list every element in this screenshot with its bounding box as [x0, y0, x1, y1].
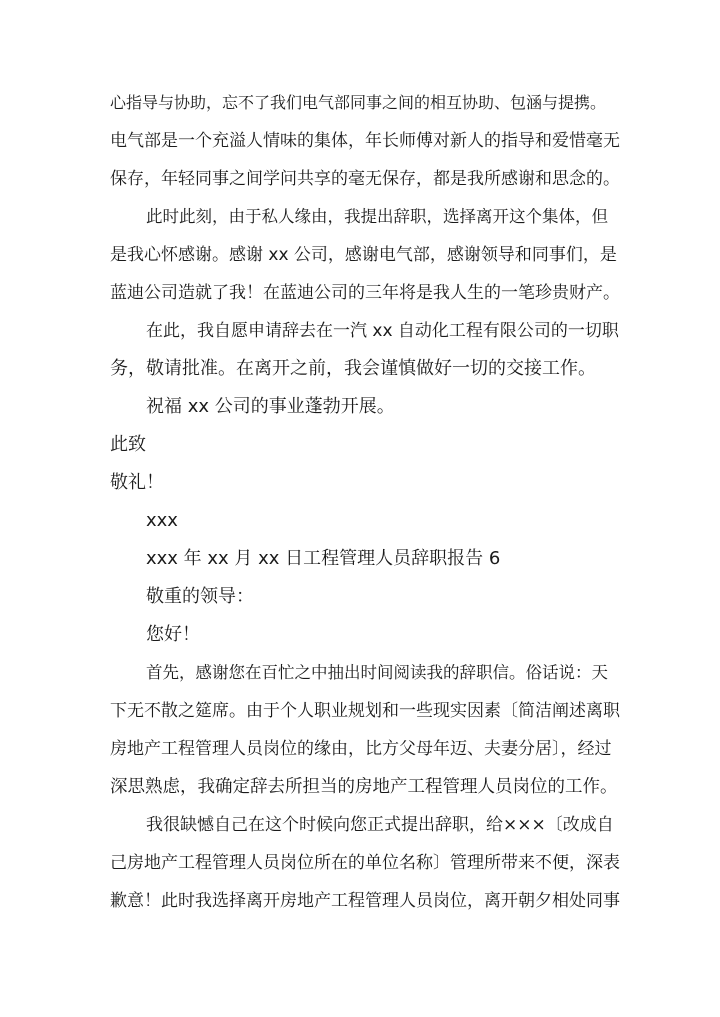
- text-line: 是我心怀感谢。感谢 xx 公司，感谢电气部，感谢领导和同事们，是: [110, 245, 617, 265]
- text-line: 电气部是一个充溢人情味的集体，年长师傅对新人的指导和爱惜毫无: [110, 131, 620, 151]
- text-line: 房地产工程管理人员岗位的缘由，比方父母年迈、夫妻分居〕，经过: [110, 739, 612, 759]
- text-line: 深思熟虑，我确定辞去所担当的房地产工程管理人员岗位的工作。: [110, 777, 618, 797]
- signature-name: xxx: [146, 510, 178, 531]
- text-line: 歉意！此时我选择离开房地产工程管理人员岗位，离开朝夕相处同事: [110, 891, 620, 911]
- text-line: 下无不散之筵席。由于个人职业规划和一些现实因素〔简洁阐述离职: [110, 701, 620, 721]
- text-line: 心指导与协助，忘不了我们电气部同事之间的相互协助、包涵与提携。: [110, 93, 607, 112]
- text-line: 保存，年轻同事之间学问共享的毫无保存，都是我所感谢和思念的。: [110, 169, 620, 189]
- text-line: 己房地产工程管理人员岗位所在的单位名称〕管理所带来不便，深表: [110, 853, 620, 873]
- text-line: 蓝迪公司造就了我！在蓝迪公司的三年将是我人生的一笔珍贵财产。: [110, 283, 620, 303]
- text-line: 在此，我自愿申请辞去在一汽 xx 自动化工程有限公司的一切职: [146, 321, 619, 341]
- text-line: 此致: [110, 434, 146, 455]
- text-line: 敬礼！: [110, 472, 164, 493]
- text-line: 首先，感谢您在百忙之中抽出时间阅读我的辞职信。俗话说：天: [146, 663, 608, 682]
- salutation: 敬重的领导：: [146, 586, 254, 607]
- date-and-title-line: xxx 年 xx 月 xx 日工程管理人员辞职报告 6: [146, 548, 501, 569]
- text-line: 务，敬请批准。在离开之前，我会谨慎做好一切的交接工作。: [110, 358, 596, 379]
- text-line: 此时此刻，由于私人缘由，我提出辞职，选择离开这个集体，但: [146, 207, 608, 226]
- text-line: 我很缺憾自己在这个时候向您正式提出辞职，给×××〔改成自: [146, 815, 614, 835]
- greeting: 您好！: [146, 624, 200, 645]
- text-line: 祝福 xx 公司的事业蓬勃开展。: [146, 396, 395, 417]
